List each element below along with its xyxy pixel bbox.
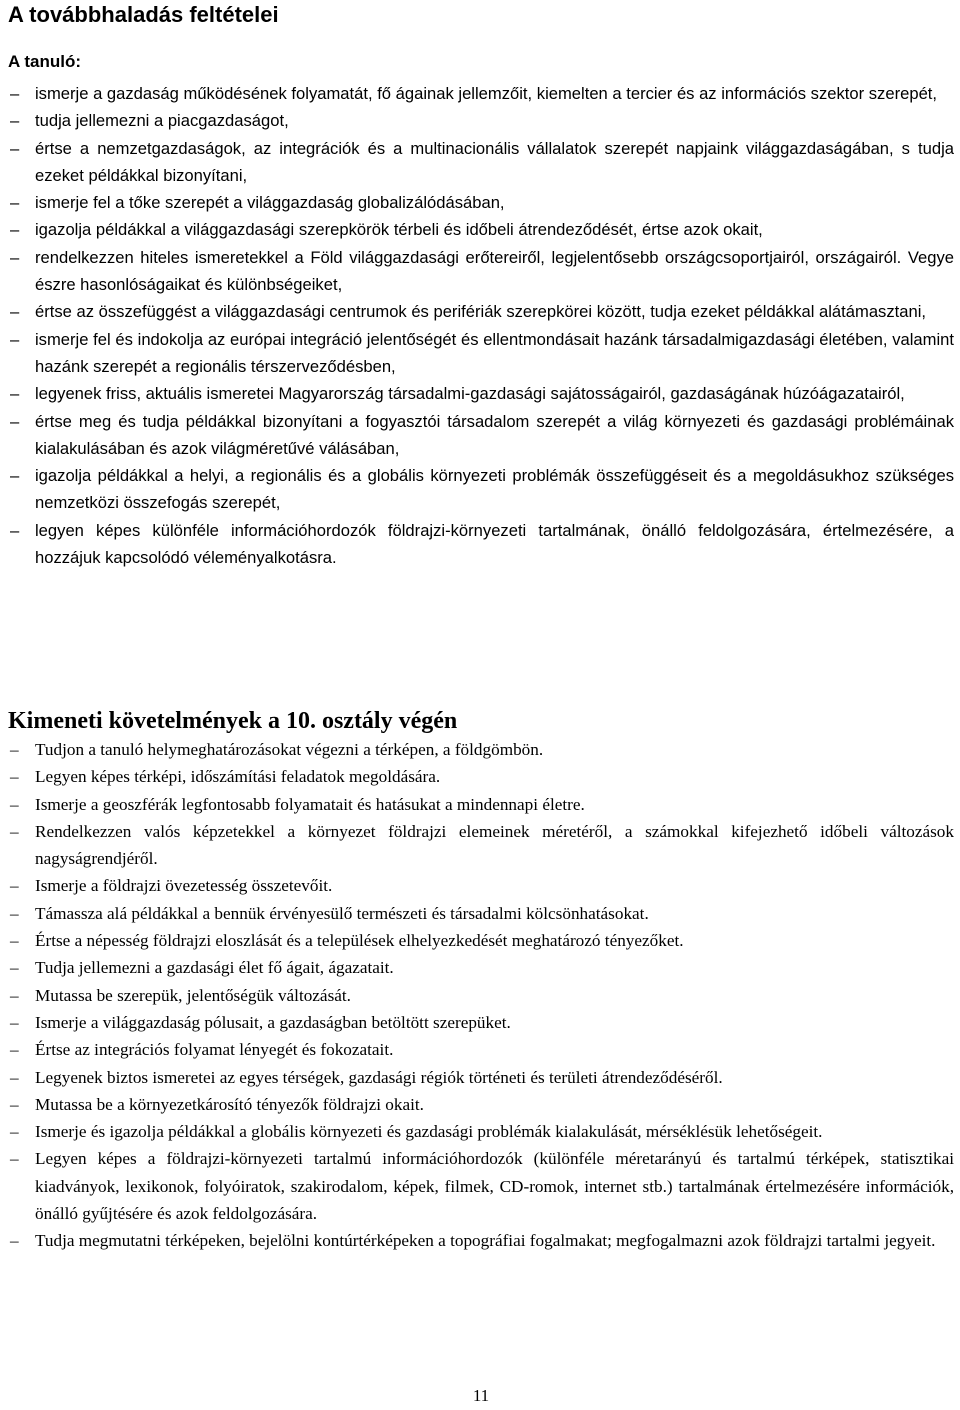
list-item: – Legyen képes a földrajzi-környezeti tartalmú információhordozók (különféle méretarányú és tartalmú térképek, statisztikai kiadványok, lexikonok, folyóiratok, szakirodalom, képek, filmek, CD-romok, internet stb.) tartalmának értelmezésére információk, önálló gyűjtésére és azok feldolgozására. bbox=[8, 1145, 954, 1227]
page-number: 11 bbox=[472, 1386, 490, 1405]
list-item: – Mutassa be a környezetkárosító tényezők földrajzi okait. bbox=[8, 1091, 954, 1118]
list-item: – ismerje fel és indokolja az európai integráció jelentőségét és ellentmondásait hazánk társadalmigazdasági életében, valamint hazánk szerepét a regionális térszerveződésben, bbox=[8, 326, 954, 381]
list-item: – ismerje a gazdaság működésének folyamatát, fő ágainak jellemzőit, kiemelten a tercier és az információs szektor szerepét, bbox=[8, 80, 954, 107]
list-item: – rendelkezzen hiteles ismeretekkel a Föld világgazdasági erőtereiről, legjelentősebb országcsoportjairól, országairól. Vegye észre hasonlóságaikat és különbségeiket, bbox=[8, 244, 954, 299]
section2-list bbox=[8, 736, 954, 1255]
section1-list-container bbox=[8, 80, 954, 571]
list-item: – Legyen képes térképi, időszámítási feladatok megoldására. bbox=[8, 763, 954, 790]
list-item: – legyen képes különféle információhordozók földrajzi-környezeti tartalmának, önálló feldolgozására, értelmezésére, a hozzájuk kapcsolódó véleményalkotásra. bbox=[8, 517, 954, 572]
page-title: A továbbhaladás feltételei bbox=[8, 2, 279, 27]
list-item: – értse meg és tudja példákkal bizonyítani a fogyasztói társadalom szerepét a világ környezeti és gazdasági problémáinak kialakulásában és azok világméretűvé válásában, bbox=[8, 408, 954, 463]
section1-list bbox=[8, 80, 954, 571]
list-item: – legyenek friss, aktuális ismeretei Magyarország társadalmi-gazdasági sajátosságairól, gazdaságának húzóágazatairól, bbox=[8, 380, 954, 407]
list-item: – Ismerje a földrajzi övezetesség összetevőit. bbox=[8, 872, 954, 899]
list-item: – Értse a népesség földrajzi eloszlását és a települések elhelyezkedését meghatározó tényezőket. bbox=[8, 927, 954, 954]
list-item: – Ismerje a világgazdaság pólusait, a gazdaságban betöltött szerepüket. bbox=[8, 1009, 954, 1036]
list-item: – értse az összefüggést a világgazdasági centrumok és perifériák szerepkörei között, tudja ezeket példákkal alátámasztani, bbox=[8, 298, 954, 325]
list-item: – igazolja példákkal a helyi, a regionális és a globális környezeti problémák összefüggéseit és a megoldásukhoz szükséges nemzetközi összefogás szerepét, bbox=[8, 462, 954, 517]
list-item: – Rendelkezzen valós képzetekkel a környezet földrajzi elemeinek méretéről, a számokkal kifejezhető időbeli változások nagyságrendjéről. bbox=[8, 818, 954, 873]
list-item: – igazolja példákkal a világgazdasági szerepkörök térbeli és időbeli átrendeződését, értse azok okait, bbox=[8, 216, 954, 243]
list-item: – Tudjon a tanuló helymeghatározásokat végezni a térképen, a földgömbön. bbox=[8, 736, 954, 763]
list-item: – Támassza alá példákkal a bennük érvényesülő természeti és társadalmi kölcsönhatásokat. bbox=[8, 900, 954, 927]
list-item: – tudja jellemezni a piacgazdaságot, bbox=[8, 107, 954, 134]
list-item: – Legyenek biztos ismeretei az egyes térségek, gazdasági régiók történeti és területi átrendeződéséről. bbox=[8, 1064, 954, 1091]
list-item: – Értse az integrációs folyamat lényegét és fokozatait. bbox=[8, 1036, 954, 1063]
section1-heading: A tanuló: bbox=[8, 52, 82, 71]
list-item: – Mutassa be szerepük, jelentőségük változását. bbox=[8, 982, 954, 1009]
section2-heading: Kimeneti követelmények a 10. osztály végén bbox=[8, 708, 458, 734]
list-item: – ismerje fel a tőke szerepét a világgazdaság globalizálódásában, bbox=[8, 189, 954, 216]
list-item: – Tudja jellemezni a gazdasági élet fő ágait, ágazatait. bbox=[8, 954, 954, 981]
list-item: – Ismerje a geoszférák legfontosabb folyamatait és hatásukat a mindennapi életre. bbox=[8, 791, 954, 818]
list-item: – Tudja megmutatni térképeken, bejelölni kontúrtérképeken a topográfiai fogalmakat; megfogalmazni azok földrajzi tartalmi jegyeit. bbox=[8, 1227, 954, 1254]
section2-list-container bbox=[8, 736, 954, 1255]
list-item: – Ismerje és igazolja példákkal a globális környezeti és gazdasági problémák kialakulását, mérséklésük lehetőségeit. bbox=[8, 1118, 954, 1145]
list-item: – értse a nemzetgazdaságok, az integrációk és a multinacionális vállalatok szerepét napjaink világgazdaságában, s tudja ezeket példákkal bizonyítani, bbox=[8, 135, 954, 190]
